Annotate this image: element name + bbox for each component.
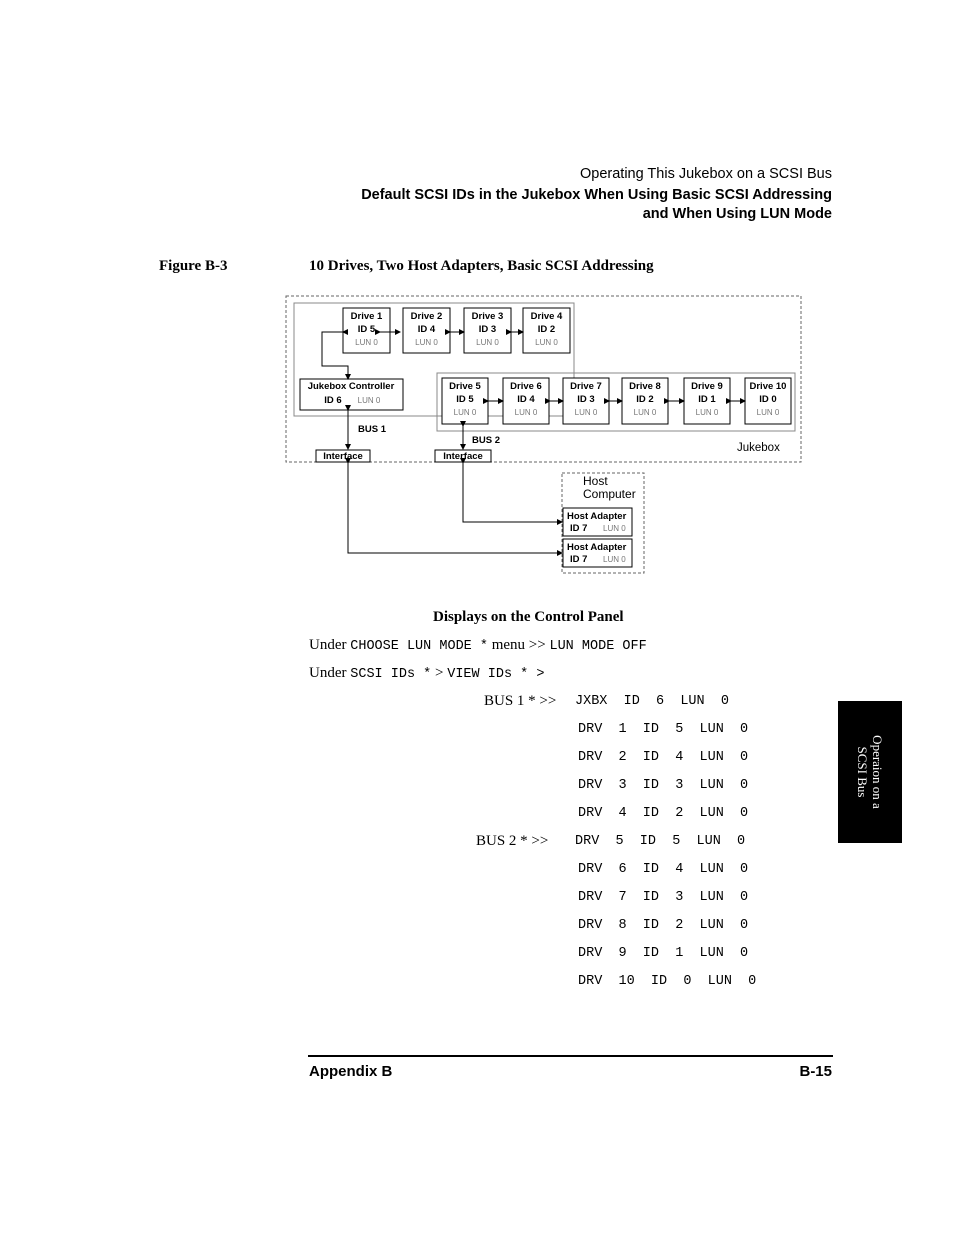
adapter1-name: Host Adapter xyxy=(567,511,627,522)
display-row: DRV 10 ID 0 LUN 0 xyxy=(578,974,757,989)
drive-lun: LUN 0 xyxy=(633,408,657,417)
host-adapter-2 xyxy=(563,539,632,567)
section-heading-line1: Default SCSI IDs in the Jukebox When Using Basic SCSI Addressing xyxy=(361,187,832,203)
drive-id: ID 5 xyxy=(357,324,376,335)
adapter2-id: ID 7 xyxy=(570,554,588,565)
interface-1: Interface xyxy=(323,451,363,462)
drive-box xyxy=(503,378,549,424)
text: Under xyxy=(309,665,351,681)
adapter1-id: ID 7 xyxy=(570,523,588,534)
drive-box xyxy=(442,378,488,424)
footer-appendix: Appendix B xyxy=(309,1063,393,1080)
bus1-label: BUS 1 xyxy=(358,424,386,435)
display-row: DRV 1 ID 5 LUN 0 xyxy=(578,722,749,737)
drive-name: Drive 10 xyxy=(749,381,787,392)
menu-path-line1 xyxy=(309,637,647,654)
display-row: DRV 4 ID 2 LUN 0 xyxy=(578,806,749,821)
controller-id: ID 6 xyxy=(324,395,342,406)
display-row: DRV 8 ID 2 LUN 0 xyxy=(578,918,749,933)
jukebox-controller xyxy=(300,379,403,410)
drive-id: ID 4 xyxy=(517,394,535,405)
display-row: DRV 3 ID 3 LUN 0 xyxy=(578,778,749,793)
bus2-group xyxy=(437,373,795,431)
drive-name: Drive 6 xyxy=(510,381,542,392)
code: VIEW IDs * > xyxy=(447,667,545,682)
computer-label: Computer xyxy=(583,487,636,501)
drive-lun: LUN 0 xyxy=(355,338,378,347)
drive-box xyxy=(343,308,390,353)
footer-rule xyxy=(308,1055,833,1057)
display-row: DRV 5 ID 5 LUN 0 xyxy=(575,834,746,849)
drive-lun: LUN 0 xyxy=(415,338,438,347)
scsi-diagram xyxy=(285,295,805,577)
jukebox-label: Jukebox xyxy=(737,442,780,454)
drive-id: ID 3 xyxy=(577,394,595,405)
display-row: DRV 9 ID 1 LUN 0 xyxy=(578,946,749,961)
adapter1-lun: LUN 0 xyxy=(603,524,626,533)
drive-box xyxy=(563,378,609,424)
display-row: DRV 7 ID 3 LUN 0 xyxy=(578,890,749,905)
drive-name: Drive 3 xyxy=(471,311,504,322)
text: Under xyxy=(309,637,351,653)
page-number: B-15 xyxy=(799,1063,832,1080)
adapter2-lun: LUN 0 xyxy=(603,555,626,564)
bus1-display-label: BUS 1 * >> xyxy=(484,693,557,709)
drive-name: Drive 2 xyxy=(410,311,443,322)
top-drive-row xyxy=(343,308,570,353)
drive-name: Drive 8 xyxy=(629,381,661,392)
drive-box xyxy=(464,308,511,353)
drive-id: ID 2 xyxy=(537,324,556,335)
host-label: Host xyxy=(583,474,608,488)
controller-name: Jukebox Controller xyxy=(307,381,395,392)
drive-name: Drive 9 xyxy=(691,381,723,392)
menu-path-line2 xyxy=(309,665,544,682)
running-header: Operating This Jukebox on a SCSI Bus xyxy=(579,166,832,182)
code: CHOOSE LUN MODE * xyxy=(350,639,488,654)
panel-title: Displays on the Control Panel xyxy=(433,609,624,625)
drive-lun: LUN 0 xyxy=(535,338,558,347)
text: > xyxy=(431,665,448,681)
host-adapter-1 xyxy=(563,508,632,536)
display-row: JXBX ID 6 LUN 0 xyxy=(575,694,729,709)
figure-title: 10 Drives, Two Host Adapters, Basic SCSI Addressing xyxy=(309,258,654,274)
drive-name: Drive 4 xyxy=(530,311,563,322)
side-tab xyxy=(838,701,902,843)
drive-lun: LUN 0 xyxy=(514,408,538,417)
display-row: DRV 2 ID 4 LUN 0 xyxy=(578,750,749,765)
controller-lun: LUN 0 xyxy=(357,396,381,405)
drive-lun: LUN 0 xyxy=(695,408,719,417)
text: menu >> xyxy=(487,637,550,653)
drive-box xyxy=(684,378,730,424)
drive-lun: LUN 0 xyxy=(756,408,780,417)
section-heading-line2: and When Using LUN Mode xyxy=(642,206,832,222)
drive-lun: LUN 0 xyxy=(453,408,477,417)
code: LUN MODE OFF xyxy=(549,639,647,654)
drive-id: ID 1 xyxy=(698,394,716,405)
drive-name: Drive 1 xyxy=(350,311,383,322)
drive-box xyxy=(745,378,791,424)
drive-name: Drive 7 xyxy=(570,381,602,392)
code: SCSI IDs * xyxy=(350,667,432,682)
bus2-display-label: BUS 2 * >> xyxy=(476,833,549,849)
drive-id: ID 3 xyxy=(478,324,497,335)
drive-box xyxy=(523,308,570,353)
display-row: DRV 6 ID 4 LUN 0 xyxy=(578,862,749,877)
drive-id: ID 5 xyxy=(456,394,474,405)
drive-box xyxy=(403,308,450,353)
interface-2: Interface xyxy=(443,451,483,462)
drive-id: ID 0 xyxy=(759,394,777,405)
side-tab-line2: SCSI Bus xyxy=(855,746,870,798)
drive-lun: LUN 0 xyxy=(574,408,598,417)
drive-lun: LUN 0 xyxy=(476,338,499,347)
drive-id: ID 2 xyxy=(636,394,654,405)
figure-label: Figure B-3 xyxy=(159,258,228,274)
side-tab-line1: Operaion on a xyxy=(870,735,885,809)
adapter2-name: Host Adapter xyxy=(567,542,627,553)
drive-id: ID 4 xyxy=(417,324,436,335)
bus2-label: BUS 2 xyxy=(472,435,500,446)
drive-name: Drive 5 xyxy=(449,381,481,392)
drive-box xyxy=(622,378,668,424)
